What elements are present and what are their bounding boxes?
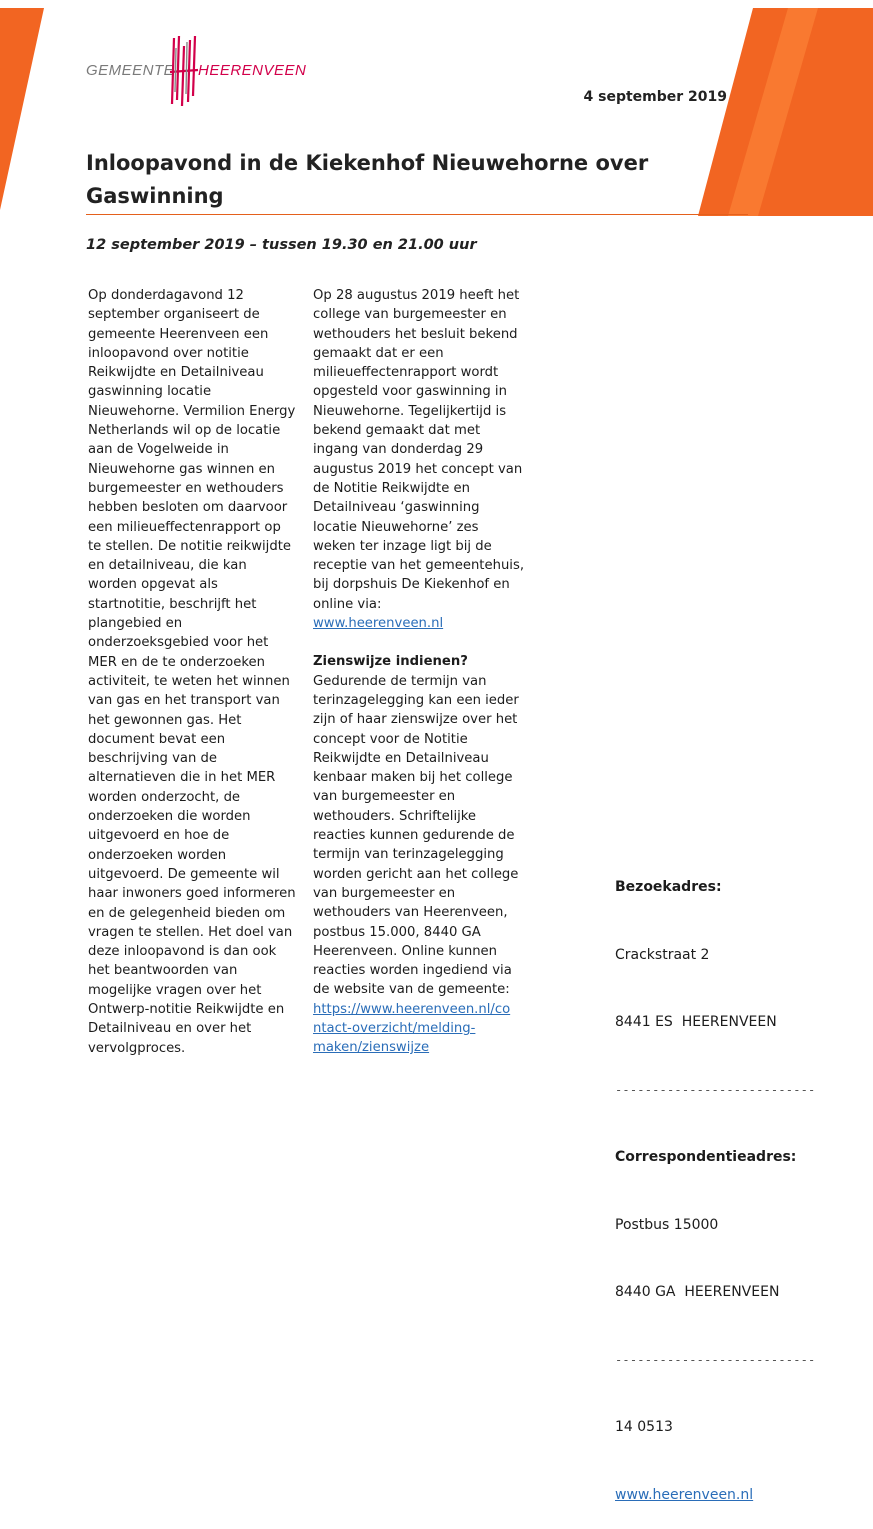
- body-column-1: Op donderdagavond 12 september organiseert de gemeente Heerenveen een inloopavond over notitie Reikwijdte en Detailniveau gaswinning locatie Nieuwehorne. Vermilion Energy Netherlands wil op de locatie aan de Vogelweide in Nieuwehorne gas winnen en burgemeester en wethouders hebben besloten om daarvoor een milieueffectenrapport op te stellen. De notitie reikwijdte en detailniveau, die kan worden opgevat als startnotitie, beschrijft het plangebied en onderzoeksgebied voor het MER en de te onderzoeken activiteit, te weten het winnen van gas en het transport van het gewonnen gas. Het document bevat een beschrijving van de alternatieven die in het MER worden onderzocht, de onderzoeken die worden uitgevoerd en hoe de onderzoeken worden uitgevoerd. De gemeente wil haar inwoners goed informeren en de gelegenheid bieden om vragen te stellen. Het doel van deze inloopavond is dan ook het beantwoorden van mogelijke vragen over het Ontwerp-notitie Reikwijdte en Detailniveau en over het vervolgproces.: [88, 288, 296, 1056]
- website-link[interactable]: www.heerenveen.nl: [313, 616, 444, 632]
- phone-number: 14 0513: [615, 1419, 673, 1435]
- zienswijze-heading: Zienswijze indienen?: [313, 654, 468, 670]
- address-block: [615, 831, 815, 1529]
- gemeente-heerenveen-logo: [86, 36, 306, 106]
- logo-text-heerenveen: HEERENVEEN: [198, 62, 307, 79]
- visit-address-label: Bezoekadres:: [615, 879, 722, 895]
- event-subtitle: 12 september 2019 – tussen 19.30 en 21.00 uur: [86, 237, 477, 253]
- footer-website-link[interactable]: www.heerenveen.nl: [615, 1486, 754, 1503]
- orange-corner-left-shape: [0, 0, 44, 210]
- title-divider: [86, 214, 748, 215]
- correspondence-city: 8440 GA HEERENVEEN: [615, 1284, 780, 1300]
- logo-text-gemeente: GEMEENTE: [86, 62, 175, 79]
- visit-city: 8441 ES HEERENVEEN: [615, 1014, 777, 1030]
- body-column-2: [313, 286, 538, 1058]
- publication-date: 4 september 2019: [583, 89, 727, 105]
- address-separator: ---------------------------: [615, 1082, 816, 1097]
- zienswijze-link[interactable]: https://www.heerenveen.nl/co ntact-overzicht/melding- maken/zienswijze: [313, 1001, 511, 1056]
- correspondence-address-label: Correspondentieadres:: [615, 1149, 797, 1165]
- heerenveen-emblem-icon: [168, 36, 200, 106]
- visit-street: Crackstraat 2: [615, 946, 710, 963]
- page-title: Inloopavond in de Kiekenhof Nieuwehorne over Gaswinning: [86, 151, 649, 208]
- column2-paragraph-1: Op 28 augustus 2019 heeft het college van burgemeester en wethouders het besluit bekend gemaakt dat er een milieueffectenrapport wordt opgesteld voor gaswinning in Nieuwehorne. Tegelijkertijd is bekend gemaakt dat met ingang van donderdag 29 augustus 2019 het concept van de Notitie Reikwijdte en Detailniveau ‘gaswinning locatie Nieuwehorne’ zes weken ter inzage ligt bij de receptie van het gemeentehuis, bij dorpshuis De Kiekenhof en online via:: [313, 288, 525, 612]
- column2-paragraph-2: Gedurende de termijn van terinzagelegging kan een ieder zijn of haar zienswijze over het concept voor de Notitie Reikwijdte en Detailniveau kenbaar maken bij het college van burgemeester en wethouders. Schriftelijke reacties kunnen gedurende de termijn van terinzagelegging worden gericht aan het college van burgemeester en wethouders van Heerenveen, postbus 15.000, 8440 GA Heerenveen. Online kunnen reacties worden ingediend via de website van de gemeente:: [313, 673, 519, 998]
- address-separator: ---------------------------: [615, 1352, 816, 1367]
- correspondence-box: Postbus 15000: [615, 1216, 719, 1233]
